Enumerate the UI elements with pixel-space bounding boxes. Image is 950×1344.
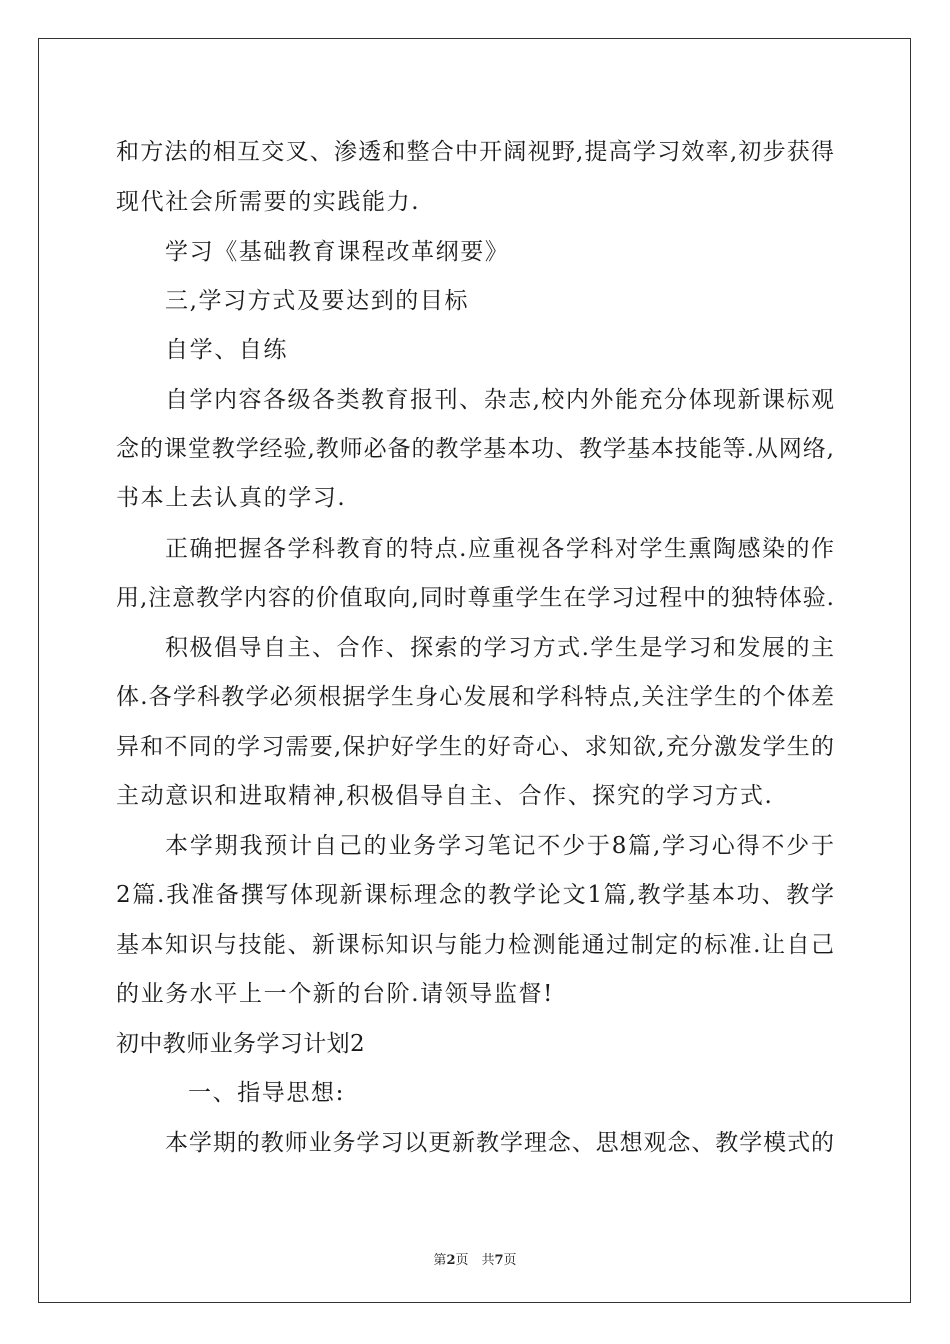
text-line: 学习《基础教育课程改革纲要》	[165, 239, 510, 265]
text-line: 三,学习方式及要达到的目标	[165, 288, 470, 314]
section-heading: 初中教师业务学习计划2	[116, 1031, 366, 1057]
text-line: 2篇.我准备撰写体现新课标理念的教学论文1篇,教学基本功、教学	[116, 882, 834, 908]
text-line: 念的课堂教学经验,教师必备的教学基本功、教学基本技能等.从网络,	[116, 436, 834, 462]
text-line: 主动意识和进取精神,积极倡导自主、合作、探究的学习方式.	[116, 783, 774, 809]
text-line: 自学内容各级各类教育报刊、杂志,校内外能充分体现新课标观	[165, 387, 834, 413]
subsection-heading: 一、指导思想:	[188, 1080, 345, 1106]
text-line: 异和不同的学习需要,保护好学生的好奇心、求知欲,充分激发学生的	[116, 734, 834, 760]
text-line: 积极倡导自主、合作、探索的学习方式.学生是学习和发展的主	[165, 635, 834, 661]
text-line: 体.各学科教学必须根据学生身心发展和学科特点,关注学生的个体差	[116, 684, 834, 710]
text-line: 本学期我预计自己的业务学习笔记不少于8篇,学习心得不少于	[165, 833, 834, 859]
footer-total-pages: 7	[494, 1253, 504, 1268]
text-line: 自学、自练	[165, 337, 288, 363]
text-line: 和方法的相互交叉、渗透和整合中开阔视野,提高学习效率,初步获得	[116, 139, 834, 165]
text-line: 本学期的教师业务学习以更新教学理念、思想观念、教学模式的	[165, 1130, 834, 1156]
footer-prefix: 第	[433, 1253, 447, 1268]
text-line: 用,注意教学内容的价值取向,同时尊重学生在学习过程中的独特体验.	[116, 585, 834, 611]
text-line: 的业务水平上一个新的台阶.请领导监督!	[116, 981, 554, 1007]
text-line: 基本知识与技能、新课标知识与能力检测能通过制定的标准.让自己	[116, 932, 834, 958]
footer-middle: 页 共	[455, 1253, 495, 1268]
text-line: 现代社会所需要的实践能力.	[116, 189, 421, 215]
text-line: 书本上去认真的学习.	[116, 485, 347, 511]
footer-page-number: 2	[446, 1253, 456, 1268]
page-footer	[0, 1249, 950, 1268]
footer-suffix: 页	[503, 1253, 517, 1268]
text-line: 正确把握各学科教育的特点.应重视各学科对学生熏陶感染的作	[165, 536, 834, 562]
page-frame	[38, 38, 911, 1303]
